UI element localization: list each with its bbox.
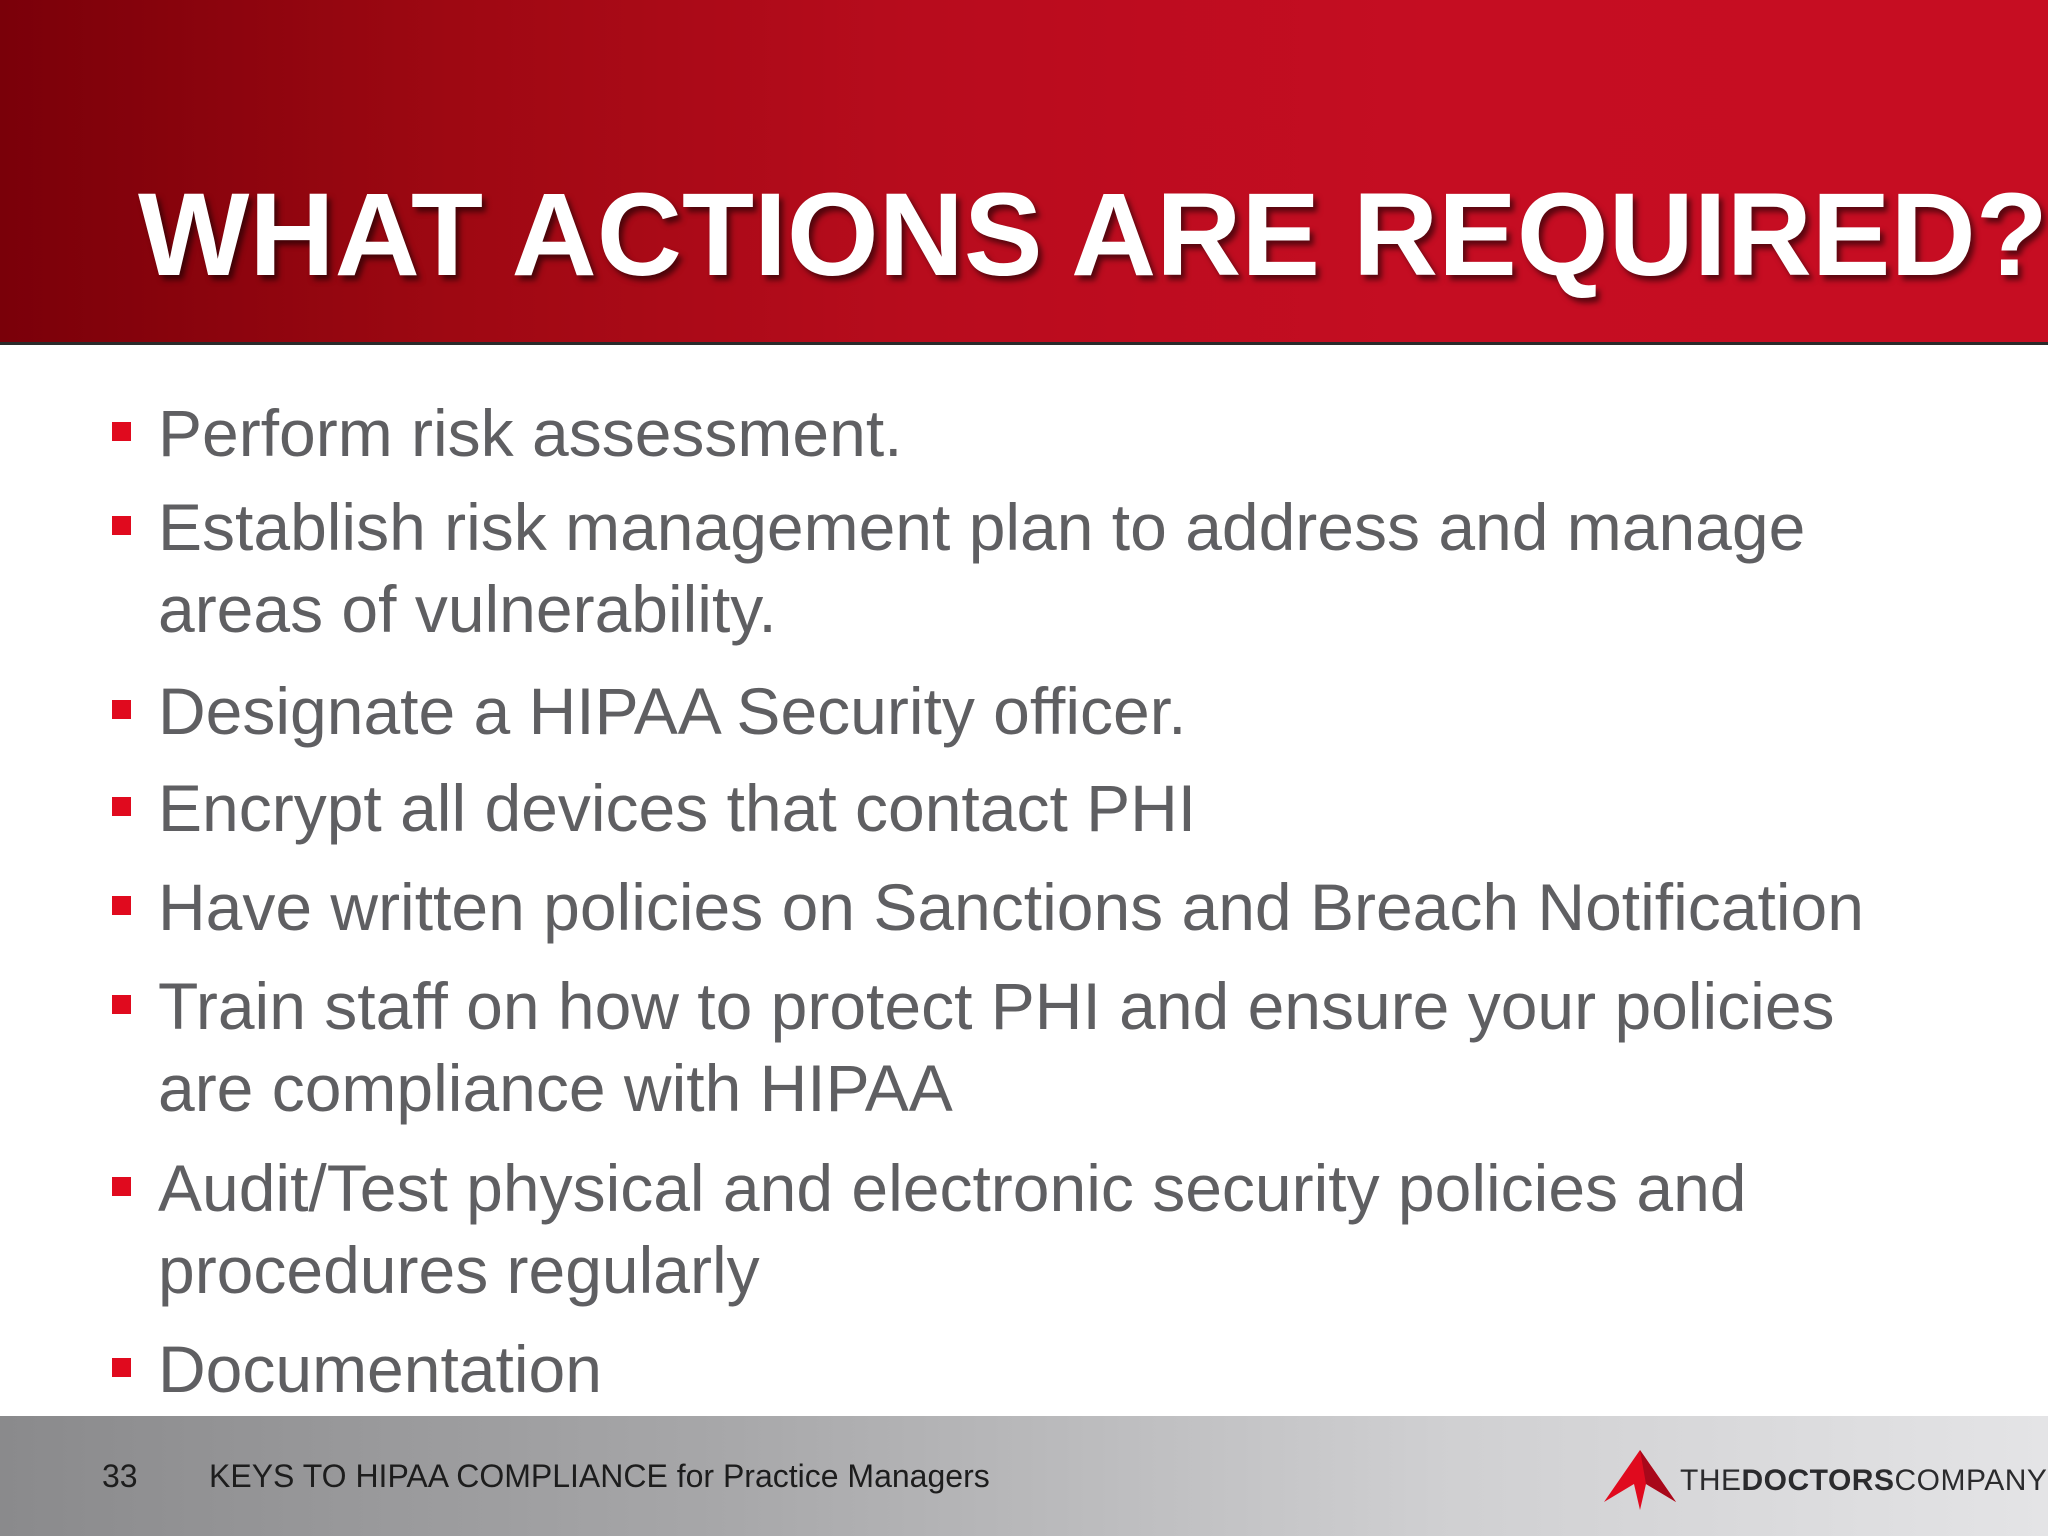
slide-footer [0,1416,2048,1536]
logo-wordmark: THEDOCTORSCOMPANY [1680,1464,2048,1497]
bullet-text: Train staff on how to protect PHI and ensure your policies are compliance with HIPAA [158,969,1835,1125]
bullet-text: Audit/Test physical and electronic security policies and procedures regularly [158,1151,1747,1307]
company-logo [1600,1444,2048,1514]
square-bullet-icon [112,422,131,441]
square-bullet-icon [112,700,131,719]
square-bullet-icon [112,1177,131,1196]
square-bullet-icon [112,797,131,816]
logo-arrow-icon [1600,1444,1680,1514]
bullet-text: Encrypt all devices that contact PHI [158,771,1197,845]
bullet-text: Documentation [158,1332,602,1406]
bullet-text: Have written policies on Sanctions and Breach Notification [158,870,1864,944]
square-bullet-icon [112,1358,131,1377]
square-bullet-icon [112,995,131,1014]
page-number: 33 [102,1458,138,1494]
presentation-title: KEYS TO HIPAA COMPLIANCE for Practice Managers [209,1458,990,1494]
square-bullet-icon [112,896,131,915]
bullet-text: Perform risk assessment. [158,396,903,470]
bullet-text: Establish risk management plan to address and manage areas of vulnerability. [158,490,1806,646]
bullet-text: Designate a HIPAA Security officer. [158,674,1187,748]
square-bullet-icon [112,516,131,535]
slide-title: WHAT ACTIONS ARE REQUIRED? [138,169,2048,301]
